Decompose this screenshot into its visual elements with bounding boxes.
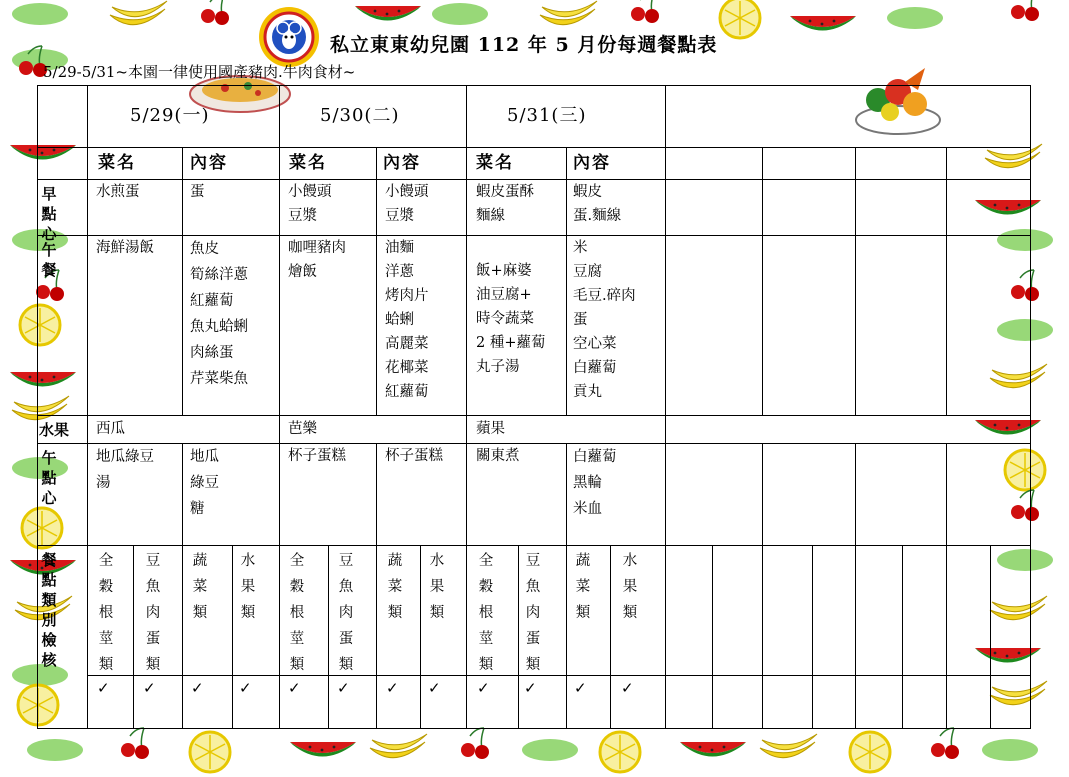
lunch-dish-day-2: 咖哩豬肉 燴飯	[288, 240, 346, 280]
check-mark: ✓	[97, 679, 110, 697]
check-mark: ✓	[337, 679, 350, 697]
fruit-day-3: 蘋果	[476, 421, 505, 437]
check-mark: ✓	[428, 679, 441, 697]
food-group-protein-day-3: 豆 魚 肉 蛋 類	[525, 553, 541, 673]
food-group-fruit-day-2: 水 果 類	[429, 553, 445, 621]
check-mark: ✓	[239, 679, 252, 697]
row-label-snack: 午 點 心	[41, 449, 57, 507]
row-label-lunch: 午 餐	[41, 241, 57, 279]
meat-origin-notice: 5/29-5/31~本園一律使用國產豬肉.牛肉食材~	[43, 63, 356, 81]
food-group-grains-day-1: 全 穀 根 莖 類	[98, 553, 114, 673]
lunch-dish-day-1: 海鮮湯飯	[96, 240, 154, 256]
snack-content-day-3: 白蘿蔔 黑輪 米血	[573, 449, 617, 517]
check-mark: ✓	[621, 679, 634, 697]
breakfast-content-day-3: 蝦皮 蛋.麵線	[573, 184, 622, 224]
food-group-protein-day-2: 豆 魚 肉 蛋 類	[338, 553, 354, 673]
lunch-dish-day-3: 飯+麻婆 油豆腐+ 時令蔬菜 2 種+蘿蔔 丸子湯	[476, 263, 546, 375]
food-group-grains-day-3: 全 穀 根 莖 類	[478, 553, 494, 673]
snack-content-day-2: 杯子蛋糕	[385, 448, 443, 464]
check-mark: ✓	[386, 679, 399, 697]
date-header-day-3: 5/31(三)	[507, 105, 587, 126]
snack-dish-day-3: 關東煮	[476, 448, 520, 464]
content-column-header: 內容	[573, 153, 611, 173]
check-mark: ✓	[288, 679, 301, 697]
breakfast-dish-day-2: 小饅頭 豆漿	[288, 184, 332, 224]
snack-dish-day-2: 杯子蛋糕	[288, 448, 346, 464]
breakfast-content-day-2: 小饅頭 豆漿	[385, 184, 429, 224]
lunch-content-day-2: 油麵 洋蔥 烤肉片 蛤蜊 高麗菜 花椰菜 紅蘿蔔	[385, 240, 429, 400]
row-label-breakfast: 早 點心	[41, 185, 57, 243]
date-header-day-1: 5/29(一)	[130, 105, 210, 126]
lunch-content-day-3: 米 豆腐 毛豆.碎肉 蛋 空心菜 白蘿蔔 貢丸	[573, 240, 636, 400]
check-mark: ✓	[143, 679, 156, 697]
food-group-grains-day-2: 全 穀 根 莖 類	[289, 553, 305, 673]
page-title: 私立東東幼兒園 112 年 5 月份每週餐點表	[330, 34, 718, 56]
check-mark: ✓	[574, 679, 587, 697]
snack-content-day-1: 地瓜 綠豆 糖	[190, 449, 219, 517]
breakfast-dish-day-3: 蝦皮蛋酥 麵線	[476, 184, 534, 224]
breakfast-content-day-1: 蛋	[190, 184, 205, 200]
fruit-day-2: 芭樂	[288, 421, 317, 437]
food-group-vegetables-day-1: 蔬 菜 類	[192, 553, 208, 621]
row-label-food-group-check: 餐 點 類 別 檢 核	[41, 551, 57, 669]
fruit-day-1: 西瓜	[96, 421, 125, 437]
date-header-day-2: 5/30(二)	[320, 105, 400, 126]
food-group-protein-day-1: 豆 魚 肉 蛋 類	[145, 553, 161, 673]
row-label-fruit: 水果	[39, 421, 70, 439]
food-group-vegetables-day-3: 蔬 菜 類	[575, 553, 591, 621]
check-mark: ✓	[524, 679, 537, 697]
check-mark: ✓	[191, 679, 204, 697]
dish-column-header: 菜名	[98, 153, 136, 173]
snack-dish-day-1: 地瓜綠豆 湯	[96, 449, 154, 491]
breakfast-dish-day-1: 水煎蛋	[96, 184, 140, 200]
food-group-fruit-day-3: 水 果 類	[622, 553, 638, 621]
lunch-content-day-1: 魚皮 筍絲洋蔥 紅蘿蔔 魚丸蛤蜊 肉絲蛋 芹菜柴魚	[190, 241, 248, 387]
dish-column-header: 菜名	[476, 153, 514, 173]
content-column-header: 內容	[190, 153, 228, 173]
check-mark: ✓	[477, 679, 490, 697]
food-group-fruit-day-1: 水 果 類	[240, 553, 256, 621]
dish-column-header: 菜名	[289, 153, 327, 173]
content-column-header: 內容	[383, 153, 421, 173]
food-group-vegetables-day-2: 蔬 菜 類	[387, 553, 403, 621]
